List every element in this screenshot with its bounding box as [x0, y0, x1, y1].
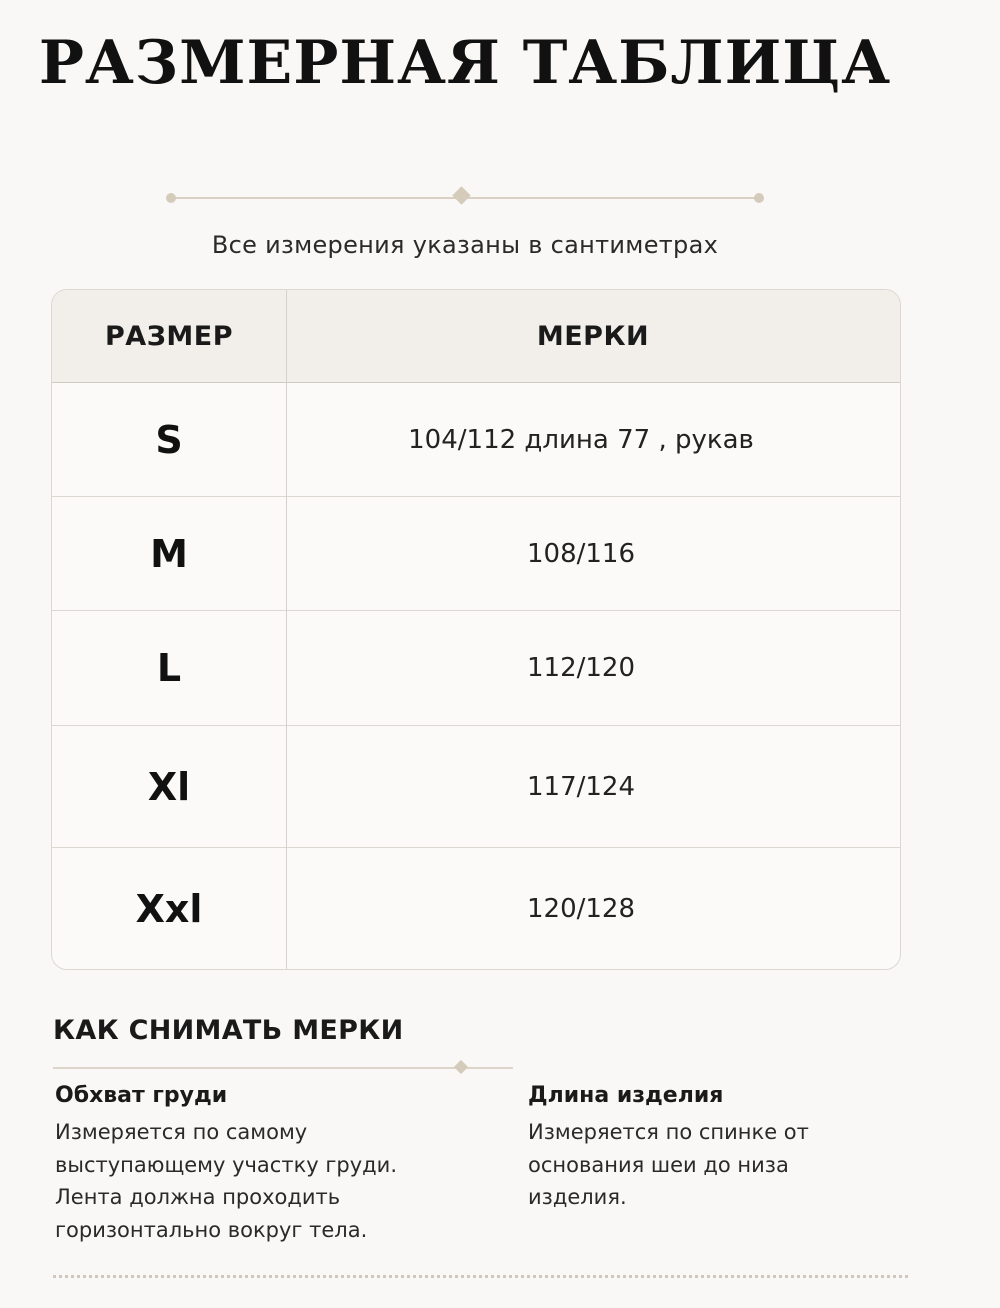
- measurements-cell: 104/112 длина 77 , рукав: [408, 424, 754, 455]
- page-title: РАЗМЕРНАЯ ТАБЛИЦА: [38, 28, 892, 98]
- units-subtitle: Все измерения указаны в сантиметрах: [211, 231, 719, 259]
- chest-line: Лента должна проходить: [55, 1185, 341, 1209]
- measurements-cell: 117/124: [526, 771, 635, 802]
- table-row: [52, 383, 900, 497]
- section-divider: [53, 1058, 513, 1078]
- table-row: [52, 726, 900, 848]
- length-line: Измеряется по спинке от: [528, 1120, 809, 1144]
- length-line: изделия.: [528, 1185, 627, 1209]
- size-cell: M: [150, 531, 188, 576]
- column-divider: [286, 290, 287, 969]
- chest-line: выступающему участку груди.: [55, 1152, 397, 1177]
- chest-line: Измеряется по самому: [55, 1120, 308, 1144]
- table-row: [52, 497, 900, 611]
- size-cell: L: [156, 646, 182, 690]
- length-section: [528, 1083, 908, 1214]
- measurements-cell: 120/128: [526, 893, 635, 924]
- length-heading: Длина изделия: [528, 1083, 724, 1108]
- size-cell: S: [155, 417, 183, 462]
- chest-line: горизонтально вокруг тела.: [55, 1217, 368, 1242]
- how-to-measure-title: КАК СНИМАТЬ МЕРКИ: [53, 1015, 404, 1046]
- ornamental-divider: [165, 186, 765, 210]
- measurements-cell: 108/116: [526, 538, 635, 569]
- measurements-cell: 112/120: [526, 653, 635, 683]
- dotted-divider: [53, 1275, 908, 1278]
- length-line: основания шеи до низа: [528, 1152, 789, 1177]
- size-cell: Xl: [147, 764, 191, 809]
- table-row: [52, 848, 900, 969]
- chest-section: [55, 1083, 475, 1246]
- chest-heading: Обхват груди: [55, 1083, 228, 1108]
- table-header: [52, 290, 900, 383]
- header-measurements: МЕРКИ: [536, 321, 650, 352]
- size-table: [51, 289, 901, 970]
- size-cell: Xxl: [135, 886, 203, 931]
- header-size: РАЗМЕР: [105, 321, 233, 352]
- table-row: [52, 611, 900, 726]
